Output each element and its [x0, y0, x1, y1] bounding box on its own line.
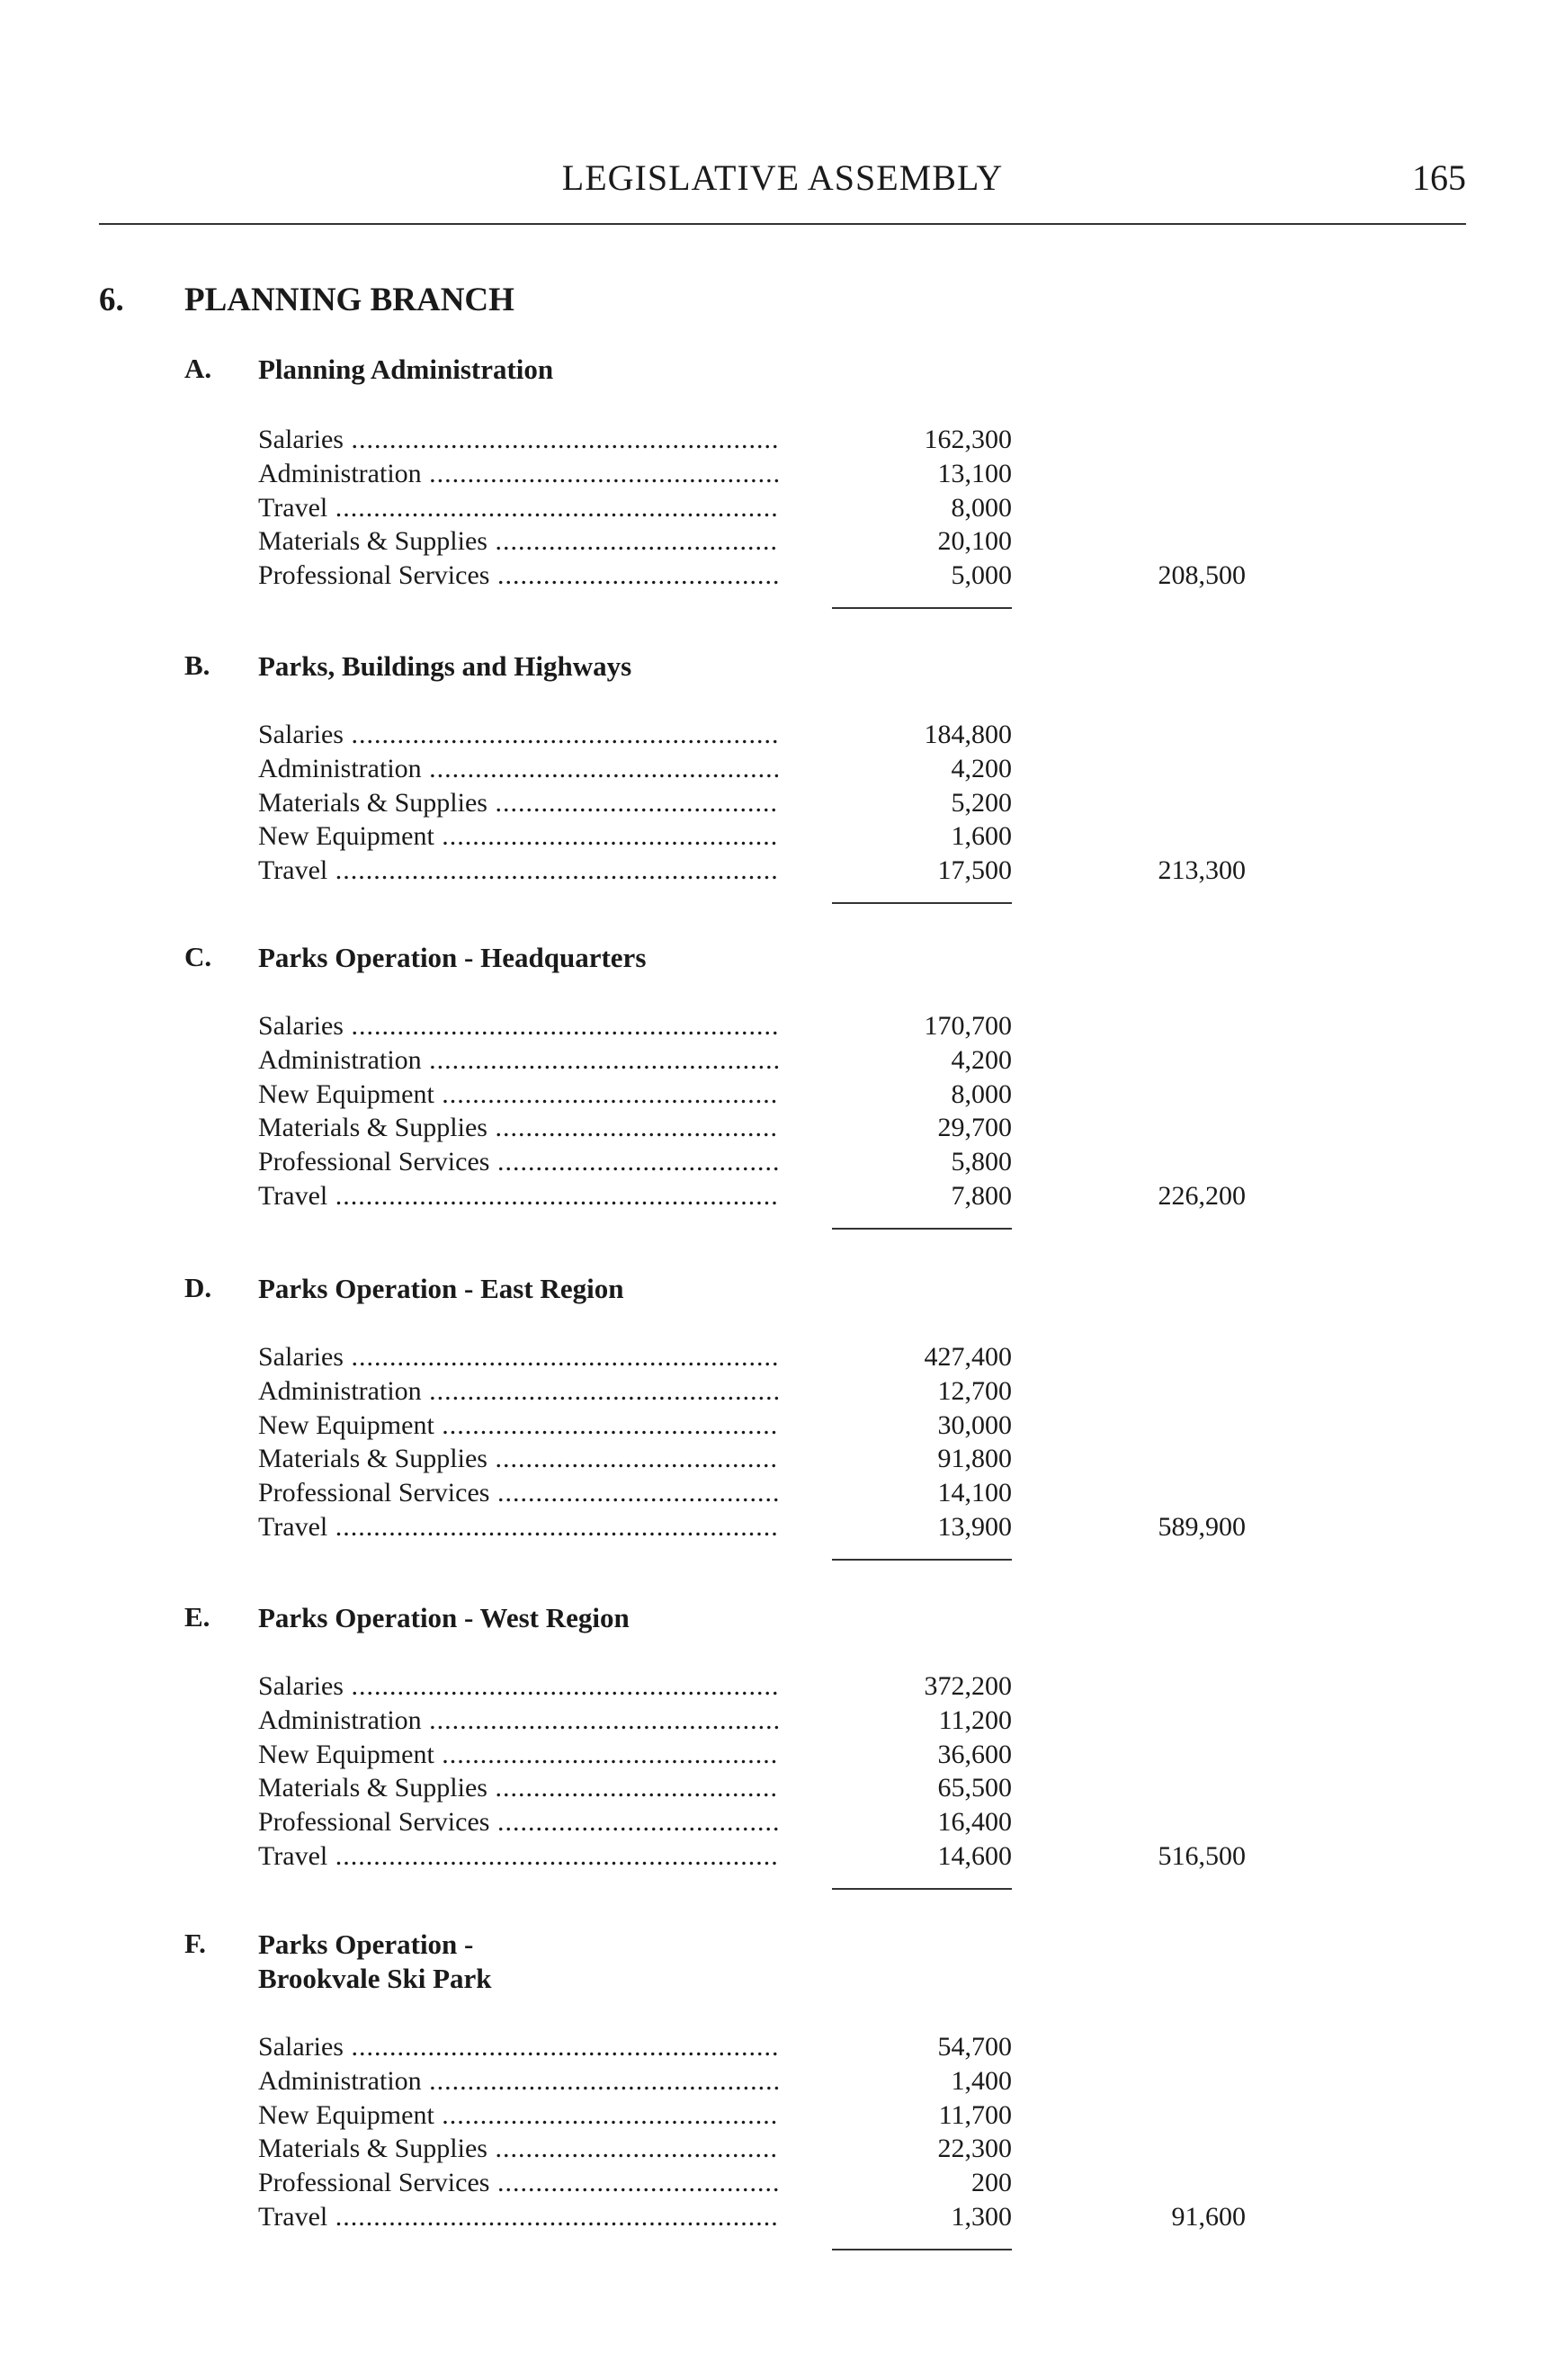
page-header	[99, 153, 1466, 225]
section-letter: B.	[184, 649, 210, 681]
subtotal-rule	[832, 1559, 1012, 1561]
line-item-amount: 22,300	[937, 2134, 1012, 2164]
line-item-label-wrap	[258, 1374, 780, 1409]
line-item-row	[0, 752, 1565, 786]
line-item-label-wrap	[258, 2030, 780, 2064]
branch-number: 6.	[99, 282, 124, 318]
line-item-label-wrap	[258, 1409, 780, 1443]
branch-title: PLANNING BRANCH	[184, 282, 514, 318]
line-item-row	[0, 1442, 1565, 1476]
line-item-row	[0, 2200, 1565, 2234]
section-letter: D.	[184, 1272, 212, 1303]
section-total: 91,600	[1171, 2202, 1246, 2232]
line-item-label-wrap	[258, 1839, 780, 1874]
line-item-label-wrap	[258, 2200, 780, 2234]
line-item-amount: 13,100	[937, 458, 1012, 488]
section-total: 226,200	[1158, 1181, 1246, 1211]
line-item-row	[0, 1145, 1565, 1179]
line-item-label: Salaries	[258, 720, 344, 749]
line-item-amount: 11,700	[938, 2099, 1012, 2130]
line-item-label: Administration	[258, 753, 422, 783]
line-item-amount: 200	[971, 2168, 1012, 2198]
line-item-label: Materials & Supplies	[258, 2134, 487, 2164]
line-item-row	[0, 1078, 1565, 1112]
line-item-label: Materials & Supplies	[258, 787, 487, 818]
section-total: 589,900	[1158, 1512, 1246, 1542]
line-item-amount: 5,000	[951, 560, 1012, 591]
line-item-row	[0, 1771, 1565, 1805]
line-item-amount: 20,100	[937, 526, 1012, 557]
line-item-label-wrap	[258, 819, 780, 854]
line-item-amount: 29,700	[937, 1113, 1012, 1143]
line-item-amount: 1,400	[951, 2065, 1012, 2096]
line-item-row	[0, 1476, 1565, 1510]
line-item-label-wrap	[258, 752, 780, 786]
line-item-amount: 427,400	[924, 1342, 1012, 1372]
line-item-label-wrap	[258, 423, 780, 457]
line-item-label: Professional Services	[258, 2168, 490, 2198]
line-item-amount: 1,600	[951, 821, 1012, 852]
branch-heading	[99, 281, 514, 319]
line-item-label-wrap	[258, 2064, 780, 2098]
line-item-label-wrap	[258, 1669, 780, 1704]
line-item-label: Professional Services	[258, 560, 490, 591]
line-item-label: Materials & Supplies	[258, 1444, 487, 1474]
line-item-label: Administration	[258, 1704, 422, 1735]
line-item-amount: 14,600	[937, 1841, 1012, 1871]
section-letter: C.	[184, 941, 212, 972]
section-letter: E.	[184, 1601, 210, 1633]
page-number: 165	[1412, 157, 1466, 198]
line-item-label-wrap	[258, 1111, 780, 1145]
line-item-row	[0, 2030, 1565, 2064]
line-item-row	[0, 1704, 1565, 1738]
line-item-label: Travel	[258, 2202, 328, 2232]
line-item-amount: 5,800	[951, 1147, 1012, 1177]
subtotal-rule	[832, 607, 1012, 609]
line-item-label: Salaries	[258, 1342, 344, 1372]
line-item-label: Materials & Supplies	[258, 1113, 487, 1143]
subtotal-rule	[832, 2249, 1012, 2250]
line-item-row	[0, 457, 1565, 491]
line-item-row	[0, 1510, 1565, 1544]
line-item-amount: 372,200	[924, 1671, 1012, 1701]
line-item-label-wrap	[258, 1078, 780, 1112]
line-item-row	[0, 524, 1565, 559]
line-item-row	[0, 786, 1565, 820]
line-item-label: Administration	[258, 458, 422, 488]
subtotal-rule	[832, 902, 1012, 904]
line-item-amount: 30,000	[937, 1409, 1012, 1440]
subtotal-rule	[832, 1228, 1012, 1230]
line-item-label-wrap	[258, 1805, 780, 1839]
line-item-label: New Equipment	[258, 1078, 434, 1109]
line-item-amount: 8,000	[951, 1078, 1012, 1109]
line-item-label: Professional Services	[258, 1807, 490, 1838]
line-item-row	[0, 1839, 1565, 1874]
line-item-label-wrap	[258, 1476, 780, 1510]
line-item-label-wrap	[258, 1009, 780, 1043]
line-item-label-wrap	[258, 1510, 780, 1544]
subtotal-rule	[832, 1888, 1012, 1890]
line-item-row	[0, 1409, 1565, 1443]
line-item-amount: 36,600	[937, 1739, 1012, 1769]
section-total: 213,300	[1158, 855, 1246, 886]
section-title: Parks Operation - Headquarters	[258, 942, 647, 973]
line-item-row	[0, 1738, 1565, 1772]
line-item-label-wrap	[258, 491, 780, 525]
line-item-row	[0, 1009, 1565, 1043]
section-title: Planning Administration	[258, 353, 554, 385]
line-item-label: Salaries	[258, 425, 344, 454]
line-item-label: Travel	[258, 492, 328, 523]
line-item-amount: 65,500	[937, 1773, 1012, 1803]
line-item-label: Professional Services	[258, 1147, 490, 1177]
line-item-label: Salaries	[258, 2032, 344, 2062]
line-item-amount: 8,000	[951, 492, 1012, 523]
line-item-label-wrap	[258, 1145, 780, 1179]
line-item-label: Salaries	[258, 1671, 344, 1701]
line-item-row	[0, 1111, 1565, 1145]
section-letter: A.	[184, 353, 212, 384]
line-item-label: Administration	[258, 2065, 422, 2096]
line-item-label-wrap	[258, 2098, 780, 2133]
line-item-row	[0, 854, 1565, 888]
line-item-label-wrap	[258, 786, 780, 820]
section-title: Parks Operation - Brookvale Ski Park	[258, 1928, 492, 1994]
line-item-label-wrap	[258, 1738, 780, 1772]
section-title: Parks Operation - East Region	[258, 1273, 624, 1304]
line-item-amount: 4,200	[951, 753, 1012, 783]
line-item-amount: 13,900	[937, 1512, 1012, 1542]
line-item-label: Administration	[258, 1375, 422, 1406]
line-item-amount: 162,300	[924, 425, 1012, 454]
section-title: Parks, Buildings and Highways	[258, 650, 632, 682]
line-item-label-wrap	[258, 1771, 780, 1805]
line-item-amount: 91,800	[937, 1444, 1012, 1474]
line-item-label: New Equipment	[258, 1739, 434, 1769]
line-item-label: Travel	[258, 1512, 328, 1542]
line-item-amount: 17,500	[937, 855, 1012, 886]
line-item-label: Salaries	[258, 1011, 344, 1041]
section-total: 516,500	[1158, 1841, 1246, 1871]
line-item-label-wrap	[258, 1043, 780, 1078]
line-item-label: Administration	[258, 1044, 422, 1075]
line-item-label: New Equipment	[258, 2099, 434, 2130]
line-item-amount: 12,700	[937, 1375, 1012, 1406]
line-item-row	[0, 1043, 1565, 1078]
line-item-amount: 4,200	[951, 1044, 1012, 1075]
line-item-row	[0, 2132, 1565, 2166]
header-rule	[99, 223, 1466, 225]
line-item-amount: 11,200	[938, 1704, 1012, 1735]
line-item-label-wrap	[258, 1179, 780, 1213]
line-item-label-wrap	[258, 2166, 780, 2200]
line-item-label-wrap	[258, 1442, 780, 1476]
line-item-amount: 5,200	[951, 787, 1012, 818]
line-item-label-wrap	[258, 2132, 780, 2166]
line-item-label: Materials & Supplies	[258, 526, 487, 557]
line-item-label: Travel	[258, 1841, 328, 1871]
line-item-amount: 16,400	[937, 1807, 1012, 1838]
header-title: LEGISLATIVE ASSEMBLY	[561, 157, 1004, 198]
line-item-row	[0, 1805, 1565, 1839]
line-item-label-wrap	[258, 1340, 780, 1374]
line-item-label: Materials & Supplies	[258, 1773, 487, 1803]
line-item-row	[0, 1669, 1565, 1704]
section-letter: F.	[184, 1928, 206, 1959]
line-item-row	[0, 1374, 1565, 1409]
line-item-label-wrap	[258, 457, 780, 491]
line-item-row	[0, 491, 1565, 525]
line-item-row	[0, 423, 1565, 457]
section-total: 208,500	[1158, 560, 1246, 591]
line-item-row	[0, 2064, 1565, 2098]
line-item-row	[0, 1179, 1565, 1213]
line-item-amount: 14,100	[937, 1478, 1012, 1508]
line-item-row	[0, 819, 1565, 854]
line-item-amount: 184,800	[924, 720, 1012, 749]
line-item-row	[0, 718, 1565, 752]
line-item-label: Travel	[258, 855, 328, 886]
line-item-label: New Equipment	[258, 1409, 434, 1440]
line-item-row	[0, 2098, 1565, 2133]
line-item-label: New Equipment	[258, 821, 434, 852]
line-item-label-wrap	[258, 524, 780, 559]
line-item-row	[0, 559, 1565, 593]
line-item-label: Professional Services	[258, 1478, 490, 1508]
line-item-row	[0, 1340, 1565, 1374]
line-item-label-wrap	[258, 854, 780, 888]
line-item-amount: 54,700	[937, 2032, 1012, 2062]
line-item-amount: 170,700	[924, 1011, 1012, 1041]
section-title: Parks Operation - West Region	[258, 1602, 630, 1633]
line-item-row	[0, 2166, 1565, 2200]
line-item-label: Travel	[258, 1181, 328, 1211]
line-item-amount: 1,300	[951, 2202, 1012, 2232]
line-item-label-wrap	[258, 559, 780, 593]
line-item-amount: 7,800	[951, 1181, 1012, 1211]
line-item-label-wrap	[258, 1704, 780, 1738]
line-item-label-wrap	[258, 718, 780, 752]
